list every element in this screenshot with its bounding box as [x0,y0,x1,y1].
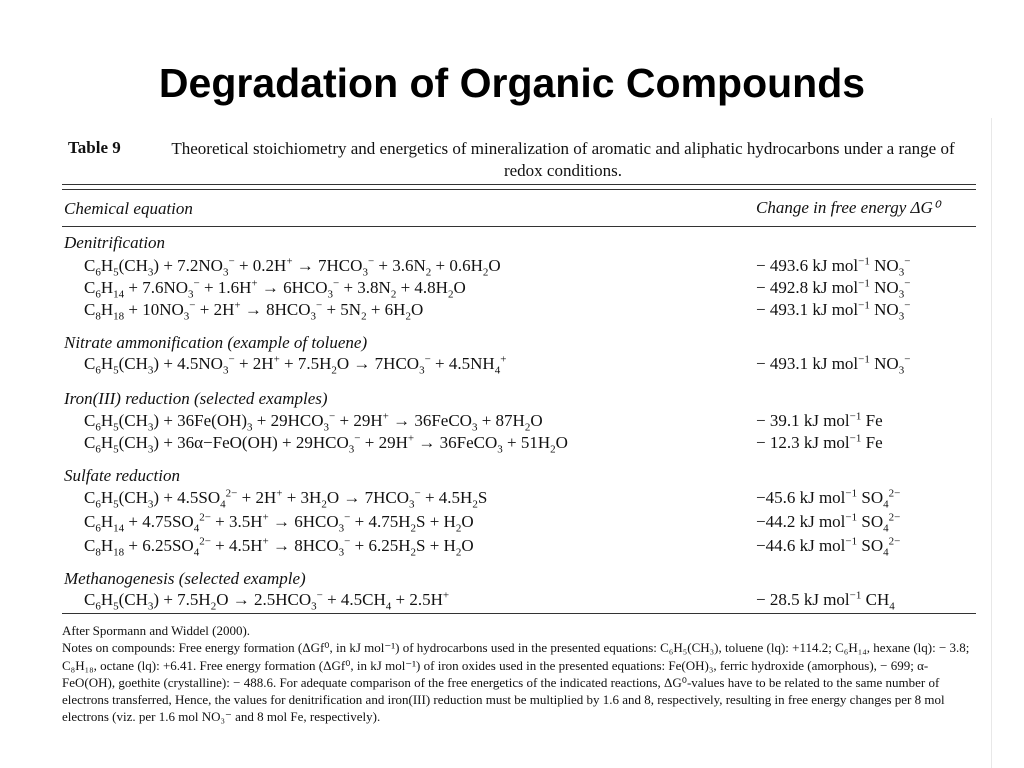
table-label: Table 9 [68,138,121,157]
section-title-nitrate-ammonification: Nitrate ammonification (example of toluene) [64,333,368,352]
table-caption-text: Theoretical stoichiometry and energetics of mineralization of aromatic and aliphatic hydrocarbons under a range of redox conditions. [171,139,955,180]
header-energy: Change in free energy ΔG⁰ [756,198,940,217]
section-title-iron-reduction: Iron(III) reduction (selected examples) [64,389,328,408]
scan-edge-line [991,118,992,768]
table-top-rule [62,184,976,185]
row-equation: $C_6H_{14} + 7.6NO_3^- + 1.6H^+ \to 6HCO_3^- + 3.8N_2 + 4.8H_2O$ [84,277,466,301]
row-equation: $C_6H_5(CH_3) + 4.5SO_4^{2-} + 2H^+ + 3H_2O \to 7HCO_3^- + 4.5H_2S$ [84,487,488,511]
table-notes [62,622,976,726]
table-bottom-rule [62,613,976,614]
row-equation: $C_8H_{18} + 10NO_3^- + 2H^+ \to 8HCO_3^- + 5N_2 + 6H_2O$ [84,299,424,323]
table-row [62,487,976,509]
row-energy: − 493.1 kJ mol$^{-1}$ $NO_3^-$ [756,299,911,323]
row-energy: − 493.1 kJ mol$^{-1}$ $NO_3^-$ [756,353,911,377]
row-energy: − 12.3 kJ mol$^{-1}$ Fe [756,432,883,452]
row-equation: $C_6H_5(CH_3) + 7.5H_2O \to 2.5HCO_3^- + 4.5CH_4 + 2.5H^+$ [84,589,450,613]
header-equation: Chemical equation [64,199,193,218]
table-row [62,410,976,432]
table-row [62,511,976,533]
slide-title: Degradation of Organic Compounds [158,60,866,106]
table-caption [62,132,976,184]
row-energy: −45.6 kJ mol$^{-1}$ $SO_4^{2-}$ [756,487,901,511]
table-notes-text: Notes on compounds: Free energy formation (ΔGf⁰, in kJ mol⁻¹) of hydrocarbons used in the presented equations: C₆H₅(CH₃), toluene (lq): +114.2; C₆H₁₄, hexane (lq): − 3.8; C₈H₁₈, octane (lq): +6.41. Free energy formation (ΔGf⁰, in kJ mol⁻¹) of iron oxides used in the presented equations: Fe(OH)₃, ferric hydroxide (amorphous), − 699; α-FeO(OH), goethite (crystalline): − 488.6. For adequate comparison of the free energetics of the indicated reactions, ΔG⁰-values have to be related to the same number of electrons transferred, Hence, the values for denitrification and iron(III) reduction must be multiplied by 1.6 and 8, respectively, resulting in free energy changes per 8 mol electrons (viz. per 1.6 mol NO₃⁻ and 8 mol Fe, respectively). [62,640,970,725]
table-row [62,432,976,454]
table-row [62,299,976,321]
section-title-denitrification: Denitrification [64,233,166,252]
table-row [62,589,976,611]
table-row [62,255,976,277]
row-energy: − 493.6 kJ mol$^{-1}$ $NO_3^-$ [756,255,911,279]
row-equation: $C_6H_5(CH_3) + 36\alpha-FeO(OH) + 29HCO_3^- + 29H^+$ → 36FeCO$_3$ + $51H_2O$ [84,432,568,456]
table-source: After Spormann and Widdel (2000). [62,623,251,638]
row-energy: − 28.5 kJ mol$^{-1}$ $CH_4$ [756,589,895,613]
row-equation: $C_6H_5(CH_3) + 7.2NO_3^- + 0.2H^+ \to 7HCO_3^- + 3.6N_2 + 0.6H_2O$ [84,255,501,279]
section-title-methanogenesis: Methanogenesis (selected example) [64,569,306,588]
table-body [62,227,976,613]
table-row [62,277,976,299]
row-energy: −44.2 kJ mol$^{-1}$ $SO_4^{2-}$ [756,511,901,535]
row-energy: − 492.8 kJ mol$^{-1}$ $NO_3^-$ [756,277,911,301]
section-title-sulfate-reduction: Sulfate reduction [64,466,180,485]
table-header-row [62,190,976,226]
row-equation: $C_6H_{14} + 4.75SO_4^{2-} + 3.5H^+ \to 6HCO_3^- + 4.75H_2S + H_2O$ [84,511,474,535]
row-energy: − 39.1 kJ mol$^{-1}$ Fe [756,410,883,430]
row-equation: $C_6H_5(CH_3) + 36Fe(OH)_3 + 29HCO_3^- + 29H^+$ → 36FeCO$_3$ + $87H_2O$ [84,410,543,434]
row-energy: −44.6 kJ mol$^{-1}$ $SO_4^{2-}$ [756,535,901,559]
row-equation: $C_8H_{18} + 6.25SO_4^{2-} + 4.5H^+ \to 8HCO_3^- + 6.25H_2S + H_2O$ [84,535,474,559]
table-scan [62,132,976,726]
row-equation: $C_6H_5(CH_3) + 4.5NO_3^- + 2H^+ + 7.5H_2O \to 7HCO_3^- + 4.5NH_4^+$ [84,353,507,377]
table-row [62,353,976,375]
table-row [62,535,976,557]
